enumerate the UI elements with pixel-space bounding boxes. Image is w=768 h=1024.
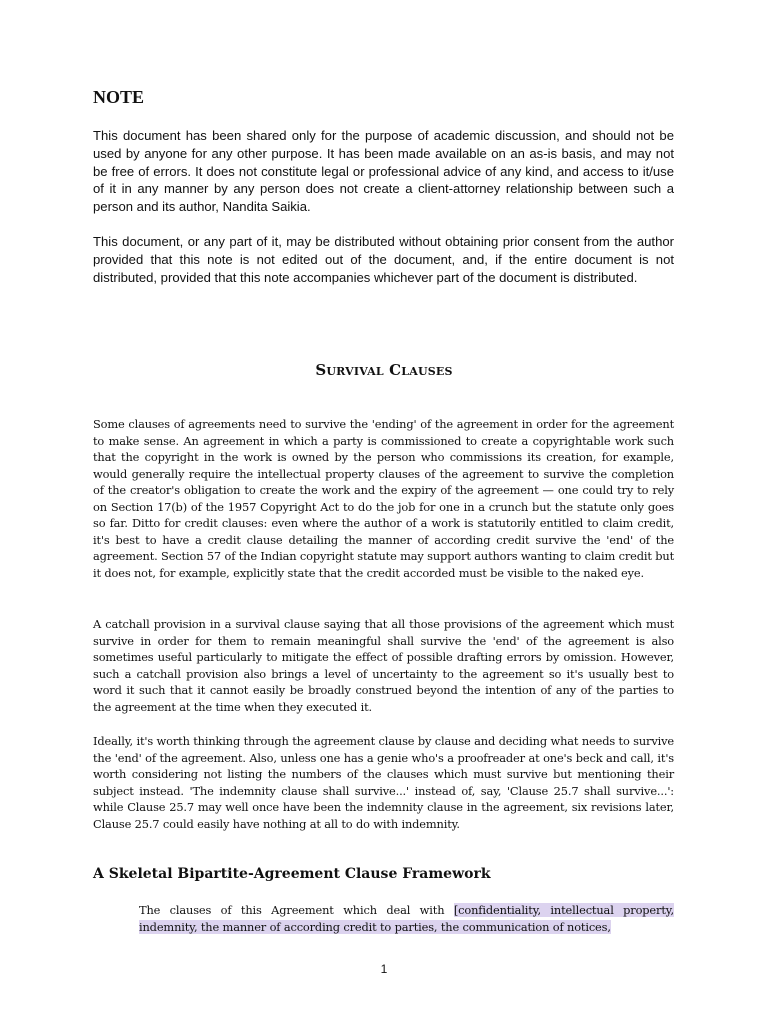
clause-paragraph <box>139 902 674 935</box>
article-heading: Survival Clauses <box>315 361 453 379</box>
page-number: 1 <box>380 962 388 976</box>
section-subheading: A Skeletal Bipartite-Agreement Clause Framework <box>93 866 491 882</box>
body-paragraph-1: Some clauses of agreements need to survive the 'ending' of the agreement in order for the agreement to make sense. An agreement in which a party is commissioned to create a copyrightable work such that the copyright in the work is owned by the person who commissions its creation, for example, would generally require the intellectual property clauses of the agreement to survive the completion of the creator's obligation to create the work and the expiry of the agreement — one could try to rely on Section 17(b) of the 1957 Copyright Act to do the job for one in a crunch but the statute only goes so far. Ditto for credit clauses: even where the author of a work is statutorily entitled to claim credit, it's best to have a credit clause detailing the manner of according credit survive the 'end' of the agreement. Section 57 of the Indian copyright statute may support authors wanting to claim credit but it does not, for example, explicitly state that the credit accorded must be visible to the naked eye. <box>93 417 674 580</box>
note-paragraph-2: This document, or any part of it, may be distributed without obtaining prior consent from the author provided that this note is not edited out of the document, and, if the entire document is not distributed, provided that this note accompanies whichever part of the document is distributed. <box>93 234 674 285</box>
note-title: NOTE <box>93 87 145 107</box>
body-paragraph-2: A catchall provision in a survival clause saying that all those provisions of the agreement which must survive in order for them to remain meaningful shall survive the 'end' of the agreement is also sometimes useful particularly to mitigate the effect of possible drafting errors by omission. However, such a catchall provision also brings a level of uncertainty to the agreement so it's usually best to word it such that it cannot easily be broadly construed beyond the intention of any of the parties to the agreement at the time when they executed it. <box>93 617 674 714</box>
clause-intro-text: The clauses of this Agreement which deal with <box>139 903 454 917</box>
note-paragraph-1: This document has been shared only for the purpose of academic discussion, and should not be used by anyone for any other purpose. It has been made available on an as-is basis, and may not be free of errors. It does not constitute legal or professional advice of any kind, and access to it/use of it in any manner by any person does not create a client-attorney relationship between such a person and its author, Nandita Saikia. <box>93 128 674 215</box>
body-paragraph-3: Ideally, it's worth thinking through the agreement clause by clause and deciding what needs to survive the 'end' of the agreement. Also, unless one has a genie who's a proofreader at one's beck and call, it's worth considering not listing the numbers of the clauses which must survive but mentioning their subject instead. 'The indemnity clause shall survive...' instead of, say, 'Clause 25.7 shall survive...': while Clause 25.7 may well once have been the indemnity clause in the agreement, six revisions later, Clause 25.7 could easily have nothing at all to do with indemnity. <box>93 734 674 831</box>
highlighted-clause-text: [confidentiality, intellectual property, indemnity, the manner of according credit to parties, the communication of notices, <box>139 903 674 934</box>
